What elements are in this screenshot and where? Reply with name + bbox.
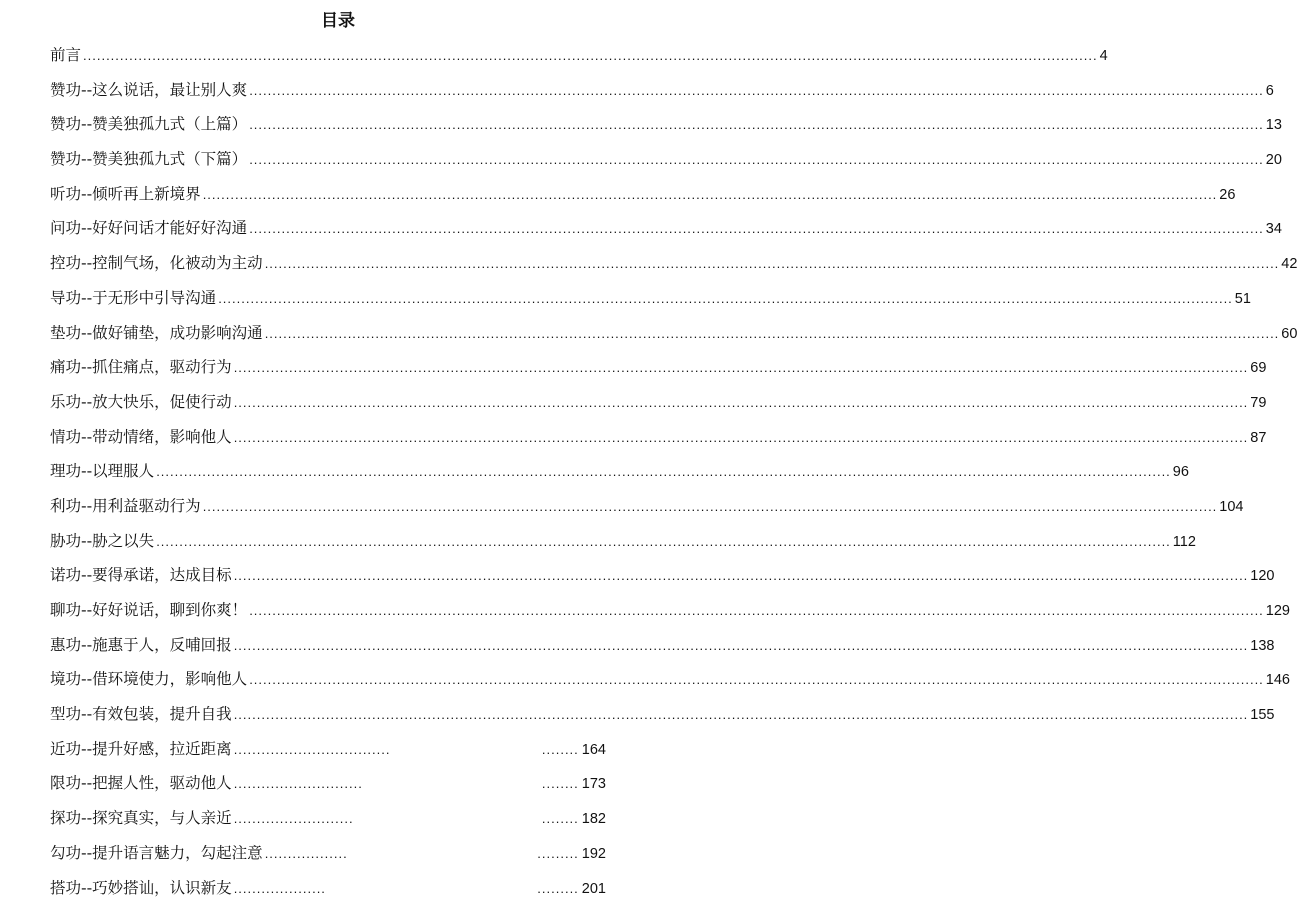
dot-leader-trailing: .........	[537, 880, 579, 896]
toc-entry-page-number: 201	[581, 880, 606, 897]
toc-entry-label: 限功--把握人性，驱动他人	[50, 774, 232, 793]
toc-entry-page-number: 138	[1250, 637, 1275, 654]
toc-entry-label: 探功--探究真实，与人亲近	[50, 809, 232, 828]
toc-entry[interactable]	[50, 281, 1251, 316]
dot-leader: ............................................................................................................................................................................................................................	[249, 152, 1264, 168]
toc-entry[interactable]	[50, 211, 1282, 246]
toc-entry[interactable]	[50, 836, 606, 871]
toc-entry-page-number: 60	[1281, 325, 1297, 342]
toc-entry-page-number: 164	[581, 741, 606, 758]
toc-entry-label: 赞功--赞美独孤九式（上篇）	[50, 115, 248, 134]
toc-entry-label: 利功--用利益驱动行为	[50, 496, 201, 515]
toc-entry-page-number: 34	[1265, 221, 1282, 238]
toc-entry-page-number: 13	[1265, 117, 1282, 134]
toc-entry-label: 赞功--这么说话，最让别人爽	[50, 80, 248, 99]
toc-entry-page-number: 112	[1172, 533, 1196, 550]
dot-leader-trailing: .........	[537, 845, 579, 861]
toc-entry[interactable]	[50, 454, 1189, 489]
toc-entry-page-number: 42	[1281, 256, 1297, 273]
dot-leader: ............................................................................................................................................................................................................................	[202, 186, 1218, 202]
toc-entry-page-number: 146	[1265, 672, 1290, 689]
dot-leader: ............................................................................................................................................................................................................................	[233, 360, 1249, 376]
toc-entry-label: 聊功--好好说话，聊到你爽！	[50, 601, 248, 619]
toc-entry-label: 赞功--赞美独孤九式（下篇）	[50, 150, 248, 169]
dot-leader: ............................................................................................................................................................................................................................	[233, 429, 1249, 445]
toc-entry-page-number: 69	[1250, 360, 1267, 377]
toc-entry-label: 导功--于无形中引导沟通	[50, 288, 217, 307]
toc-entry-page-number: 4	[1099, 48, 1108, 64]
toc-entry-page-number: 26	[1219, 186, 1236, 203]
dot-leader: ............................................................................................................................................................................................................................	[233, 394, 1249, 410]
toc-entry-label: 境功--借环境使力，影响他人	[50, 670, 248, 689]
toc-entry-page-number: 20	[1265, 152, 1282, 169]
toc-entry-page-number: 104	[1219, 498, 1244, 515]
toc-entry[interactable]	[50, 766, 606, 801]
toc-entry[interactable]	[50, 593, 1290, 628]
toc-entry-page-number: 173	[581, 776, 606, 793]
toc-entry-label: 诺功--要得承诺，达成目标	[50, 566, 232, 585]
dot-leader: ..........................	[233, 811, 354, 827]
toc-entry-label: 垫功--做好铺垫，成功影响沟通	[50, 323, 263, 342]
dot-leader: ............................................................................................................................................................................................................................	[249, 82, 1264, 98]
dot-leader: ............................................................................................................................................................................................................................	[264, 256, 1280, 272]
toc-entry[interactable]	[50, 73, 1274, 108]
dot-leader: ............................................................................................................................................................................................................................	[218, 290, 1233, 306]
toc-entry[interactable]	[50, 142, 1282, 177]
toc-entry[interactable]	[50, 558, 1275, 593]
toc-entry-page-number: 87	[1250, 429, 1267, 446]
toc-entry-label: 勾功--提升语言魅力，勾起注意	[50, 843, 263, 862]
toc-entry[interactable]	[50, 107, 1282, 142]
toc-entry-label: 控功--控制气场，化被动为主动	[50, 254, 263, 273]
toc-entry[interactable]	[50, 420, 1267, 455]
toc-entry[interactable]	[50, 662, 1290, 697]
dot-leader-trailing: ........	[541, 811, 579, 827]
toc-entry-page-number: 182	[581, 811, 606, 828]
toc-entry[interactable]	[50, 697, 1275, 732]
dot-leader: ............................................................................................................................................................................................................................	[264, 325, 1280, 341]
dot-leader: ............................	[233, 776, 363, 792]
dot-leader-trailing: ........	[541, 776, 579, 792]
toc-entry-page-number: 120	[1250, 568, 1275, 585]
toc-entry[interactable]	[50, 246, 1297, 281]
toc-entry-label: 乐功--放大快乐，促使行动	[50, 392, 232, 411]
toc-entry[interactable]	[50, 316, 1297, 351]
dot-leader: ............................................................................................................................................................................................................................	[249, 672, 1264, 688]
dot-leader: ............................................................................................................................................................................................................................	[83, 48, 1098, 63]
toc-entry-page-number: 51	[1234, 290, 1251, 307]
dot-leader-trailing: ........	[541, 741, 579, 757]
toc-entry-label: 前言	[50, 46, 82, 64]
toc-entry[interactable]	[50, 38, 1108, 73]
toc-entry-label: 痛功--抓住痛点，驱动行为	[50, 358, 232, 377]
dot-leader: ..................................	[233, 741, 391, 757]
dot-leader: ............................................................................................................................................................................................................................	[249, 603, 1264, 618]
toc-entry-page-number: 79	[1250, 394, 1267, 411]
toc-list	[50, 38, 1297, 905]
toc-entry[interactable]	[50, 628, 1275, 663]
toc-entry-label: 近功--提升好感，拉近距离	[50, 739, 232, 758]
toc-entry[interactable]	[50, 871, 606, 906]
toc-entry[interactable]	[50, 801, 606, 836]
dot-leader: ............................................................................................................................................................................................................................	[233, 568, 1249, 584]
toc-entry[interactable]	[50, 385, 1267, 420]
toc-entry[interactable]	[50, 489, 1244, 524]
dot-leader: ............................................................................................................................................................................................................................	[249, 221, 1264, 237]
toc-entry-label: 搭功--巧妙搭讪，认识新友	[50, 878, 232, 897]
toc-entry-label: 理功--以理服人	[50, 462, 155, 481]
toc-entry[interactable]	[50, 524, 1196, 559]
toc-entry-page-number: 96	[1172, 464, 1189, 481]
toc-entry-label: 胁功--胁之以失	[50, 531, 155, 550]
toc-entry-label: 惠功--施惠于人，反哺回报	[50, 635, 232, 654]
toc-title: 目录	[321, 11, 355, 31]
toc-entry-page-number: 192	[581, 845, 606, 862]
dot-leader: ............................................................................................................................................................................................................................	[156, 464, 1171, 480]
dot-leader: ............................................................................................................................................................................................................................	[233, 637, 1249, 653]
toc-entry-label: 听功--倾听再上新境界	[50, 184, 201, 203]
toc-entry[interactable]	[50, 177, 1236, 212]
toc-entry[interactable]	[50, 732, 606, 767]
dot-leader: ..................	[264, 845, 348, 861]
dot-leader: ............................................................................................................................................................................................................................	[202, 498, 1218, 514]
toc-entry-page-number: 6	[1265, 82, 1274, 99]
dot-leader: ............................................................................................................................................................................................................................	[233, 707, 1249, 723]
dot-leader: ............................................................................................................................................................................................................................	[249, 117, 1264, 133]
dot-leader: ............................................................................................................................................................................................................................	[156, 533, 1171, 549]
toc-entry-page-number: 129	[1265, 603, 1290, 619]
toc-entry-label: 问功--好好问话才能好好沟通	[50, 219, 248, 238]
toc-entry-label: 型功--有效包装，提升自我	[50, 705, 232, 724]
dot-leader: ....................	[233, 880, 326, 896]
toc-entry[interactable]	[50, 350, 1267, 385]
toc-entry-label: 情功--带动情绪，影响他人	[50, 427, 232, 446]
toc-entry-page-number: 155	[1250, 707, 1275, 724]
